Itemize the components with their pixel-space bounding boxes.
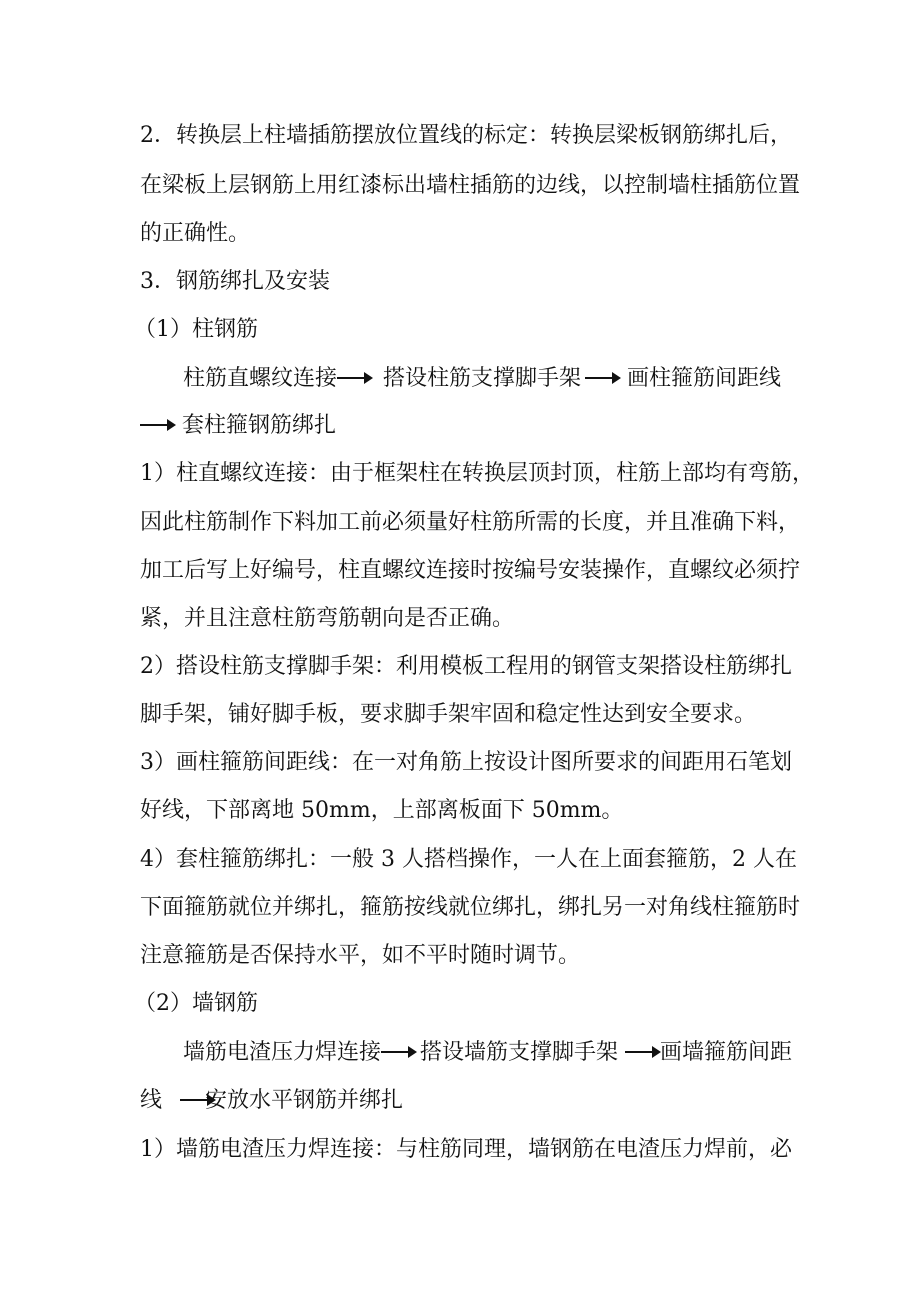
arrow-right-icon [140,424,174,426]
arrow-right-icon [585,377,619,379]
wall-flow-step-3: 画墙箍筋间距 [660,1040,793,1065]
column-flow-step-2: 搭设柱筋支撑脚手架 [383,366,582,391]
section-3-heading: 3．钢筋绑扎及安装 [140,269,330,294]
wall-flow-step-4: 安放水平钢筋并绑扎 [205,1088,404,1113]
arrow-right-icon [381,1051,415,1053]
paragraph-2-line-3: 的正确性。 [140,221,251,246]
column-flow-step-4: 套柱箍钢筋绑扎 [182,413,337,438]
column-item-2-line-1: 2）搭设柱筋支撑脚手架：利用模板工程用的钢管支架搭设柱筋绑扎 [140,654,792,679]
column-item-4-line-2: 下面箍筋就位并绑扎，箍筋按线就位绑扎，绑扎另一对角线柱箍筋时 [140,895,801,920]
arrow-right-icon [337,377,371,379]
wall-item-1-line-1: 1）墙筋电渣压力焊连接：与柱筋同理，墙钢筋在电渣压力焊前，必 [140,1137,792,1162]
wall-flow-step-2: 搭设墙筋支撑脚手架 [420,1040,619,1065]
column-item-3-line-1: 3）画柱箍筋间距线：在一对角筋上按设计图所要求的间距用石笔划 [140,750,792,775]
column-item-1-line-4: 紧，并且注意柱筋弯筋朝向是否正确。 [140,606,515,631]
column-item-4-line-1: 4）套柱箍筋绑扎：一般 3 人搭档操作，一人在上面套箍筋，2 人在 [140,847,797,872]
wall-steel-heading: （2）墙钢筋 [134,991,258,1016]
column-item-2-line-2: 脚手架，铺好脚手板，要求脚手架牢固和稳定性达到安全要求。 [140,702,757,727]
column-item-1-line-2: 因此柱筋制作下料加工前必须量好柱筋所需的长度，并且准确下料， [140,510,801,535]
column-steel-heading: （1）柱钢筋 [134,317,258,342]
column-item-1-line-1: 1）柱直螺纹连接：由于框架柱在转换层顶封顶，柱筋上部均有弯筋， [140,461,814,486]
wall-flow-step-1: 墙筋电渣压力焊连接 [183,1040,382,1065]
column-item-3-line-2: 好线，下部离地 50mm，上部离板面下 50mm。 [140,798,624,823]
column-flow-step-1: 柱筋直螺纹连接 [183,366,338,391]
paragraph-2-line-1: 2．转换层上柱墙插筋摆放位置线的标定：转换层梁板钢筋绑扎后， [140,123,792,148]
arrow-right-icon [625,1051,659,1053]
wall-flow-step-3-wrap: 线 [140,1088,163,1113]
column-item-4-line-3: 注意箍筋是否保持水平，如不平时随时调节。 [140,943,581,968]
paragraph-2-line-2: 在梁板上层钢筋上用红漆标出墙柱插筋的边线，以控制墙柱插筋位置 [140,173,801,198]
column-item-1-line-3: 加工后写上好编号，柱直螺纹连接时按编号安装操作，直螺纹必须拧 [140,558,801,583]
column-flow-step-3: 画柱箍筋间距线 [627,366,782,391]
